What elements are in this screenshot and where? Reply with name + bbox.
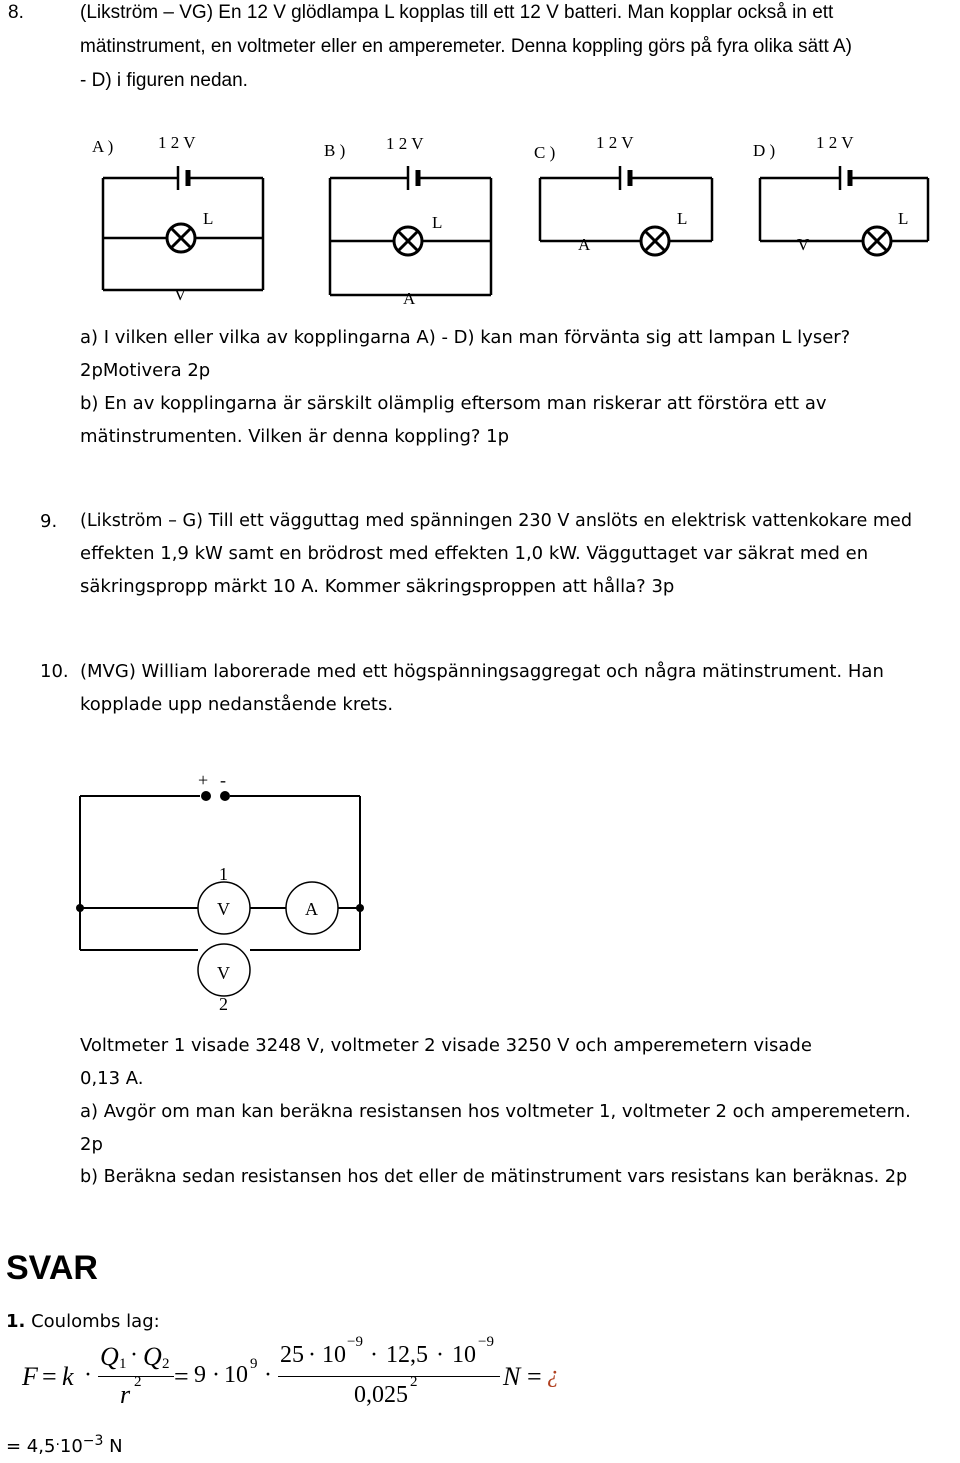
formula-N: N bbox=[503, 1362, 521, 1391]
circuit-d-meter-label: V bbox=[797, 235, 810, 254]
formula-Q1-sub: 1 bbox=[119, 1356, 127, 1372]
formula-num-125: 12,5 bbox=[386, 1342, 428, 1368]
coulomb-formula bbox=[0, 1334, 600, 1420]
formula-F: F bbox=[22, 1362, 38, 1391]
q9-line-1: (Likström – G) Till ett vägguttag med spänningen 230 V anslöts en elektrisk vattenkokare med bbox=[80, 511, 913, 531]
formula-eq-2: = bbox=[174, 1362, 189, 1391]
formula-denominator: 0,025 bbox=[354, 1382, 408, 1408]
q9-line-2: effekten 1,9 kW samt en brödrost med effekten 1,0 kW. Vägguttaget var säkrat med en bbox=[80, 543, 869, 564]
formula-num-25: 25 bbox=[280, 1342, 304, 1368]
q10-line-2: kopplade upp nedanstående krets. bbox=[80, 694, 394, 715]
q8-number: 8. bbox=[8, 2, 24, 23]
formula-num-dot-2: · bbox=[370, 1342, 378, 1368]
formula-ten: 10 bbox=[224, 1362, 248, 1388]
formula-Q1: Q bbox=[100, 1342, 119, 1371]
formula-garbled-char: ¿ bbox=[547, 1362, 559, 1388]
formula-num-dot-1: · bbox=[308, 1342, 316, 1368]
q8-part-a: a) I vilken eller vilka av kopplingarna A) - D) kan man förvänta sig att lampan L lyser? bbox=[80, 327, 851, 348]
circuit-a-battery-label: 1 2 V bbox=[158, 133, 196, 152]
result-prefix: = 4,5 bbox=[6, 1436, 56, 1457]
circuit-d-battery-label: 1 2 V bbox=[816, 133, 854, 152]
formula-Q2-sub: 2 bbox=[162, 1356, 170, 1372]
formula-dot-2: · bbox=[130, 1342, 138, 1368]
formula-num-exp-2: −9 bbox=[478, 1334, 494, 1350]
q10-line-1: (MVG) William laborerade med ett högspänningsaggregat och några mätinstrument. Han bbox=[80, 661, 884, 682]
circuit-b-lamp-label: L bbox=[432, 213, 443, 232]
power-supply-minus-label: - bbox=[220, 770, 226, 790]
circuit-c-battery-label: 1 2 V bbox=[596, 133, 634, 152]
formula-k: k bbox=[62, 1362, 74, 1391]
result-dot: · bbox=[55, 1437, 60, 1453]
formula-r: r bbox=[120, 1380, 131, 1409]
circuit-c-label: C ) bbox=[534, 143, 556, 162]
q8-part-b-line-1: b) En av kopplingarna är särskilt olämplig eftersom man riskerar att förstöra ett av bbox=[80, 393, 827, 414]
answer-1-label bbox=[6, 1305, 160, 1338]
circuit-d-lamp-label: L bbox=[898, 209, 909, 228]
circuit-c-lamp-label: L bbox=[677, 209, 688, 228]
formula-fraction-bar-2 bbox=[278, 1376, 500, 1377]
q8-part-a-points: 2pMotivera 2p bbox=[80, 360, 211, 381]
formula-ten-exp: 9 bbox=[250, 1356, 258, 1372]
q10-part-b-line-1: b) Beräkna sedan resistansen hos det eller de mätinstrument vars resistans kan beräknas. 2p bbox=[80, 1167, 908, 1187]
circuit-b-label: B ) bbox=[324, 141, 346, 160]
circuit-b-battery-label: 1 2 V bbox=[386, 134, 424, 153]
circuit-a-label: A ) bbox=[92, 137, 114, 156]
answer-1-title: Coulombs lag: bbox=[25, 1311, 160, 1332]
circuit-c-meter-label: A bbox=[578, 235, 591, 254]
formula-num-exp-1: −9 bbox=[347, 1334, 363, 1350]
formula-num-dot-3: · bbox=[436, 1342, 444, 1368]
q8-line-2: mätinstrument, en voltmeter eller en amperemeter. Denna koppling görs på fyra olika sätt A) bbox=[80, 36, 852, 57]
q8-part-b-line-2: mätinstrumenten. Vilken är denna koppling? 1p bbox=[80, 426, 510, 447]
q10-part-a-line-2: 2p bbox=[80, 1134, 103, 1155]
circuit-a-meter-label: V bbox=[174, 285, 187, 304]
q9-line-3: säkringspropp märkt 10 A. Kommer säkringsproppen att hålla? 3p bbox=[80, 576, 675, 597]
formula-eq-3: = bbox=[527, 1362, 542, 1391]
voltmeter-1-index: 1 bbox=[219, 864, 228, 884]
formula-Q2: Q bbox=[143, 1342, 162, 1371]
answer-1-number: 1. bbox=[6, 1311, 26, 1332]
q8-line-3: - D) i figuren nedan. bbox=[80, 70, 248, 91]
circuit-a bbox=[103, 166, 263, 290]
q10-part-a-line-1: a) Avgör om man kan beräkna resistansen hos voltmeter 1, voltmeter 2 och amperemetern. bbox=[80, 1101, 911, 1122]
voltmeter-2-symbol: V bbox=[217, 963, 230, 983]
formula-dot-1: · bbox=[84, 1362, 92, 1388]
q8-circuits-figure bbox=[0, 120, 960, 310]
answers-heading: SVAR bbox=[6, 1249, 98, 1287]
voltmeter-1-symbol: V bbox=[217, 899, 230, 919]
power-supply-plus-label: + bbox=[198, 770, 209, 790]
formula-dot-3: · bbox=[212, 1362, 220, 1388]
q10-circuit-figure bbox=[0, 760, 960, 1020]
result-exponent: −3 bbox=[82, 1433, 104, 1449]
formula-denominator-exp: 2 bbox=[410, 1374, 418, 1390]
voltmeter-2-index: 2 bbox=[219, 994, 228, 1014]
q8-line-1: (Likström – VG) En 12 V glödlampa L kopplas till ett 12 V batteri. Man kopplar också in ett bbox=[80, 2, 834, 23]
formula-r-exp: 2 bbox=[134, 1374, 142, 1390]
circuit-d-label: D ) bbox=[753, 141, 776, 160]
formula-eq-1: = bbox=[42, 1362, 57, 1391]
formula-num-ten-1: 10 bbox=[322, 1342, 346, 1368]
formula-nine: 9 bbox=[194, 1362, 206, 1388]
ammeter-symbol: A bbox=[305, 899, 318, 919]
result-unit: N bbox=[103, 1436, 123, 1457]
formula-dot-4: · bbox=[264, 1362, 272, 1388]
answer-1-result bbox=[6, 1425, 123, 1463]
result-ten: 10 bbox=[59, 1436, 83, 1457]
q9-number: 9. bbox=[40, 511, 58, 532]
circuit-b-meter-label: A bbox=[403, 289, 416, 308]
q10-number: 10. bbox=[40, 661, 69, 682]
formula-num-ten-2: 10 bbox=[452, 1342, 476, 1368]
q10-readings-line-1: Voltmeter 1 visade 3248 V, voltmeter 2 visade 3250 V och amperemetern visade bbox=[80, 1035, 812, 1056]
circuit-a-lamp-label: L bbox=[203, 209, 214, 228]
circuit-b bbox=[330, 166, 491, 295]
q10-readings-line-2: 0,13 A. bbox=[80, 1068, 144, 1089]
